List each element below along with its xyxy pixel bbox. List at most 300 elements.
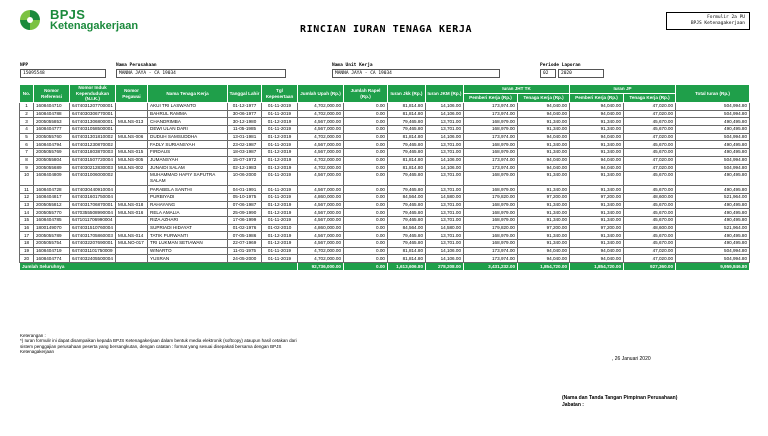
- row-employee-number: [116, 193, 148, 201]
- row-jht-employee: 94,040.00: [518, 110, 570, 118]
- header-jp-group: Iuran JP: [570, 85, 676, 94]
- row-jht-employee: 97,200.00: [518, 224, 570, 232]
- row-total: 521,964.00: [676, 193, 750, 201]
- npp-label: NPP: [20, 63, 29, 68]
- row-jht-employer: 168,979.00: [464, 232, 518, 240]
- row-jkk: 81,814.80: [388, 103, 426, 111]
- row-jp-employee: 48,600.00: [624, 224, 676, 232]
- row-employee-number: [116, 126, 148, 134]
- row-jp-employer: 97,200.00: [570, 193, 624, 201]
- row-wage: 4,860,000.00: [298, 224, 344, 232]
- row-jkm: 14,106.00: [426, 164, 464, 172]
- row-jp-employee: 45,670.00: [624, 216, 676, 224]
- row-birth-date: 17-06-1999: [228, 216, 262, 224]
- row-name: FADLY SURIANSYAH: [148, 141, 228, 149]
- row-rapel: 0.00: [344, 118, 388, 126]
- table-row: [20, 193, 750, 201]
- row-no: 7: [20, 149, 34, 157]
- header-jkk: Iuran Jkk (Rp.): [388, 85, 426, 103]
- row-jht-employer: 168,979.00: [464, 149, 518, 157]
- row-total: 490,495.80: [676, 172, 750, 186]
- row-membership-date: 01-12-2019: [262, 118, 298, 126]
- row-jht-employer: 168,979.00: [464, 126, 518, 134]
- header-rapel: Jumlah Rapel (Rp.): [344, 85, 388, 103]
- row-birth-date: 30-12-1980: [228, 118, 262, 126]
- row-no: 19: [20, 247, 34, 255]
- row-total: 490,495.80: [676, 126, 750, 134]
- row-name: RELA AMALIA: [148, 209, 228, 217]
- row-jht-employee: 91,340.00: [518, 172, 570, 186]
- row-rapel: 0.00: [344, 240, 388, 248]
- row-jht-employee: 94,040.00: [518, 255, 570, 263]
- row-jp-employee: 47,020.00: [624, 255, 676, 263]
- row-jkk: 81,814.80: [388, 164, 426, 172]
- row-birth-date: 07-05-1986: [228, 232, 262, 240]
- header-employee-number: Nomor Pegawai: [116, 85, 148, 103]
- row-jp-employer: 97,200.00: [570, 224, 624, 232]
- row-membership-date: 01-11-2019: [262, 110, 298, 118]
- npp-field: 15095548: [20, 69, 106, 78]
- row-reference: 2005055812: [34, 201, 70, 209]
- row-birth-date: 02-12-1983: [228, 164, 262, 172]
- row-membership-date: 01-11-2019: [262, 186, 298, 194]
- row-jkk: 79,465.80: [388, 118, 426, 126]
- row-no: 11: [20, 186, 34, 194]
- row-employee-number: [116, 255, 148, 263]
- row-jp-employer: 91,340.00: [570, 186, 624, 194]
- header-wage: Jumlah Upah (Rp.): [298, 85, 344, 103]
- row-jkk: 79,465.80: [388, 149, 426, 157]
- row-employee-number: MULNS-015: [116, 149, 148, 157]
- row-employee-number: MULNS-005: [116, 156, 148, 164]
- row-jp-employee: 45,670.00: [624, 186, 676, 194]
- row-name: AKUI TRI LASWANTO: [148, 103, 228, 111]
- table-row: [20, 141, 750, 149]
- row-total: 490,495.80: [676, 216, 750, 224]
- table-row: [20, 232, 750, 240]
- row-jp-employee: 45,670.00: [624, 201, 676, 209]
- row-membership-date: 01-11-2019: [262, 172, 298, 186]
- bpjs-logo: [16, 8, 138, 32]
- total-wage: 92,736,000.00: [298, 263, 344, 271]
- header-nik: Nomor Induk Kependudukan (N.I.K.): [70, 85, 116, 103]
- row-name: BAHRUL RAMMA: [148, 110, 228, 118]
- row-jht-employer: 173,974.00: [464, 156, 518, 164]
- row-reference: 2005055689: [34, 164, 70, 172]
- row-wage: 4,702,000.00: [298, 255, 344, 263]
- total-jht-employee: 1,854,720.00: [518, 263, 570, 271]
- row-total: 490,495.80: [676, 186, 750, 194]
- row-rapel: 0.00: [344, 133, 388, 141]
- row-name: SUPRIADI HIDAYAT: [148, 224, 228, 232]
- table-row: [20, 240, 750, 248]
- row-wage: 4,567,000.00: [298, 141, 344, 149]
- row-nik: 6474031207700001: [70, 103, 116, 111]
- row-membership-date: 01-11-2019: [262, 126, 298, 134]
- row-jp-employee: 45,670.00: [624, 141, 676, 149]
- row-reference: 2005055853: [34, 118, 70, 126]
- row-name: TRI LUKMAN SETIAWAN: [148, 240, 228, 248]
- row-wage: 4,567,000.00: [298, 201, 344, 209]
- row-jht-employee: 94,040.00: [518, 133, 570, 141]
- table-row: [20, 201, 750, 209]
- row-total: 504,994.80: [676, 164, 750, 172]
- row-jht-employee: 97,200.00: [518, 193, 570, 201]
- row-membership-date: 01-12-2019: [262, 149, 298, 157]
- row-employee-number: [116, 103, 148, 111]
- row-birth-date: 24-05-2000: [228, 255, 262, 263]
- row-wage: 4,567,000.00: [298, 216, 344, 224]
- row-jht-employer: 173,974.00: [464, 133, 518, 141]
- table-row: [20, 126, 750, 134]
- row-no: 14: [20, 209, 34, 217]
- row-jp-employer: 91,340.00: [570, 201, 624, 209]
- row-name: WINARTO: [148, 247, 228, 255]
- row-nik: 6474032405500004: [70, 255, 116, 263]
- table-row: [20, 255, 750, 263]
- table-row: [20, 209, 750, 217]
- row-employee-number: MULNS-002: [116, 164, 148, 172]
- row-total: 490,495.80: [676, 240, 750, 248]
- row-no: 15: [20, 216, 34, 224]
- row-reference: 2005055754: [34, 240, 70, 248]
- row-membership-date: 01-12-2019: [262, 201, 298, 209]
- row-nik: 6474031705860003: [70, 232, 116, 240]
- row-nik: 6470355508990004: [70, 209, 116, 217]
- row-reference: 2005055789: [34, 232, 70, 240]
- row-jp-employer: 94,040.00: [570, 133, 624, 141]
- document-title: RINCIAN IURAN TENAGA KERJA: [300, 24, 473, 35]
- row-jht-employer: 168,979.00: [464, 240, 518, 248]
- row-membership-date: 01-02-2010: [262, 224, 298, 232]
- table-row: [20, 247, 750, 255]
- row-total: 504,994.80: [676, 255, 750, 263]
- row-jp-employee: 47,020.00: [624, 247, 676, 255]
- row-membership-date: 01-12-2019: [262, 156, 298, 164]
- table-row: [20, 133, 750, 141]
- row-reference: 2005055760: [34, 133, 70, 141]
- row-jp-employee: 45,670.00: [624, 232, 676, 240]
- row-nik: 6474031301810002: [70, 133, 116, 141]
- row-jkk: 79,465.80: [388, 216, 426, 224]
- row-jp-employer: 94,040.00: [570, 103, 624, 111]
- row-jht-employee: 91,340.00: [518, 232, 570, 240]
- row-rapel: 0.00: [344, 141, 388, 149]
- company-name-label: Nama Perusahaan: [116, 63, 157, 68]
- row-jkm: 13,701.00: [426, 126, 464, 134]
- row-jkk: 79,465.80: [388, 201, 426, 209]
- header-jht-group: Iuran JHT TK: [464, 85, 570, 94]
- row-no: 17: [20, 232, 34, 240]
- row-no: 10: [20, 172, 34, 186]
- row-jkk: 79,465.80: [388, 126, 426, 134]
- row-no: 2: [20, 110, 34, 118]
- notes-heading: Keterangan :: [20, 333, 46, 338]
- row-reference: 1608404794: [34, 141, 70, 149]
- row-total: 504,994.80: [676, 156, 750, 164]
- row-employee-number: MULNO-017: [116, 240, 148, 248]
- row-nik: 6474030306770001: [70, 110, 116, 118]
- row-jkm: 13,701.00: [426, 240, 464, 248]
- row-employee-number: MULNS-006: [116, 133, 148, 141]
- row-no: 9: [20, 164, 34, 172]
- row-jht-employer: 179,820.00: [464, 224, 518, 232]
- row-jkk: 81,814.80: [388, 255, 426, 263]
- row-reference: 1608404719: [34, 247, 70, 255]
- row-rapel: 0.00: [344, 193, 388, 201]
- header-reference: Nomor Referensi: [34, 85, 70, 103]
- row-birth-date: 11-05-1985: [228, 126, 262, 134]
- row-name: RAHAYANG: [148, 201, 228, 209]
- row-jp-employer: 91,340.00: [570, 118, 624, 126]
- row-total: 521,964.00: [676, 224, 750, 232]
- row-jkm: 14,106.00: [426, 156, 464, 164]
- row-nik: 6474031706870001: [70, 201, 116, 209]
- row-jht-employer: 173,974.00: [464, 164, 518, 172]
- row-jht-employer: 173,974.00: [464, 110, 518, 118]
- row-reference: 1608404809: [34, 172, 70, 186]
- row-nik: 6474031006000002: [70, 172, 116, 186]
- row-membership-date: 01-11-2019: [262, 193, 298, 201]
- row-jht-employer: 173,974.00: [464, 255, 518, 263]
- row-rapel: 0.00: [344, 172, 388, 186]
- row-reference: 1608404728: [34, 186, 70, 194]
- row-wage: 4,567,000.00: [298, 232, 344, 240]
- row-reference: 2005055770: [34, 209, 70, 217]
- row-membership-date: 01-11-2019: [262, 255, 298, 263]
- row-rapel: 0.00: [344, 126, 388, 134]
- row-jp-employer: 91,340.00: [570, 126, 624, 134]
- row-membership-date: 01-12-2019: [262, 164, 298, 172]
- row-membership-date: 01-12-2019: [262, 240, 298, 248]
- row-total: 490,495.80: [676, 149, 750, 157]
- row-birth-date: 11-01-1975: [228, 247, 262, 255]
- row-jp-employee: 47,020.00: [624, 156, 676, 164]
- row-name: DUDUH SAMSUDDHA: [148, 133, 228, 141]
- row-wage: 4,702,000.00: [298, 156, 344, 164]
- row-jkm: 13,701.00: [426, 186, 464, 194]
- table-row: [20, 110, 750, 118]
- row-jp-employee: 45,670.00: [624, 126, 676, 134]
- row-rapel: 0.00: [344, 103, 388, 111]
- header-jp-employee: Tenaga Kerja (Rp.): [624, 94, 676, 103]
- row-name: CHANDRIMBA: [148, 118, 228, 126]
- contribution-table: [19, 84, 750, 271]
- row-employee-number: MULNS-018: [116, 201, 148, 209]
- row-jkk: 79,465.80: [388, 186, 426, 194]
- row-jht-employee: 91,340.00: [518, 141, 570, 149]
- row-employee-number: [116, 172, 148, 186]
- row-jht-employee: 91,340.00: [518, 201, 570, 209]
- row-name: PURBIYADI: [148, 193, 228, 201]
- row-name: RIZA AZHARI: [148, 216, 228, 224]
- row-birth-date: 22-07-1969: [228, 240, 262, 248]
- row-jp-employer: 94,040.00: [570, 110, 624, 118]
- row-jkm: 14,106.00: [426, 103, 464, 111]
- signature-block: [562, 395, 677, 409]
- row-jht-employer: 168,979.00: [464, 201, 518, 209]
- row-wage: 4,567,000.00: [298, 172, 344, 186]
- row-name: MUHAMMAD HAFIY SAPUTRA SALAM: [148, 172, 228, 186]
- row-name: FIRDAUS: [148, 149, 228, 157]
- header-jp-employer: Pemberi Kerja (Rp.): [570, 94, 624, 103]
- logo-subtitle: Ketenagakerjaan: [50, 20, 139, 32]
- row-jht-employee: 91,340.00: [518, 209, 570, 217]
- row-jp-employer: 91,340.00: [570, 172, 624, 186]
- row-total: 504,994.80: [676, 133, 750, 141]
- row-jkm: 14,580.00: [426, 193, 464, 201]
- row-jkk: 81,814.80: [388, 156, 426, 164]
- row-jkm: 14,580.00: [426, 224, 464, 232]
- row-jht-employee: 94,040.00: [518, 164, 570, 172]
- row-name: PARABELA SANTHI: [148, 186, 228, 194]
- row-reference: 1608404785: [34, 216, 70, 224]
- row-rapel: 0.00: [344, 224, 388, 232]
- row-rapel: 0.00: [344, 149, 388, 157]
- row-reference: 1608404710: [34, 103, 70, 111]
- row-wage: 4,567,000.00: [298, 118, 344, 126]
- row-total: 504,994.80: [676, 103, 750, 111]
- row-wage: 4,567,000.00: [298, 186, 344, 194]
- total-jp-employee: 927,360.00: [624, 263, 676, 271]
- row-jkm: 13,701.00: [426, 209, 464, 217]
- row-jht-employer: 168,979.00: [464, 186, 518, 194]
- row-membership-date: 01-11-2019: [262, 216, 298, 224]
- row-jht-employer: 168,979.00: [464, 118, 518, 126]
- row-jp-employee: 47,020.00: [624, 133, 676, 141]
- row-membership-date: 01-11-2019: [262, 141, 298, 149]
- row-jkk: 81,814.80: [388, 247, 426, 255]
- row-membership-date: 01-11-2019: [262, 103, 298, 111]
- row-jkm: 14,106.00: [426, 110, 464, 118]
- row-total: 490,495.80: [676, 118, 750, 126]
- row-jht-employer: 168,979.00: [464, 209, 518, 217]
- row-employee-number: MULNS-016: [116, 209, 148, 217]
- row-nik: 6474031058500001: [70, 126, 116, 134]
- row-employee-number: MULNS-014: [116, 232, 148, 240]
- row-birth-date: 18-03-1987: [228, 149, 262, 157]
- row-jp-employee: 45,670.00: [624, 149, 676, 157]
- signature-name-line: (Nama dan Tanda Tangan Pimpinan Perusahaan): [562, 395, 678, 401]
- form-code: Formulir 2a PU: [707, 15, 745, 20]
- row-jkm: 13,701.00: [426, 172, 464, 186]
- unit-name-label: Nama Unit Kerja: [332, 63, 373, 68]
- row-jht-employee: 91,340.00: [518, 240, 570, 248]
- row-wage: 4,702,000.00: [298, 164, 344, 172]
- row-rapel: 0.00: [344, 156, 388, 164]
- row-birth-date: 13-01-1981: [228, 133, 262, 141]
- row-total: 490,495.80: [676, 201, 750, 209]
- row-no: 20: [20, 255, 34, 263]
- row-jht-employer: 173,974.00: [464, 247, 518, 255]
- row-jkk: 79,465.80: [388, 240, 426, 248]
- row-birth-date: 01-02-1976: [228, 224, 262, 232]
- total-label: Jumlah Seluruhnya: [20, 263, 298, 271]
- header-membership-date: Tgl Kepesertaan: [262, 85, 298, 103]
- row-no: 16: [20, 224, 34, 232]
- row-jkk: 79,465.80: [388, 172, 426, 186]
- row-jp-employee: 47,020.00: [624, 103, 676, 111]
- row-jp-employer: 91,340.00: [570, 209, 624, 217]
- company-name-field: MANNA JAYA - CA 19034: [116, 69, 286, 78]
- row-jkm: 13,701.00: [426, 232, 464, 240]
- row-name: DEWI ULAN DARI: [148, 126, 228, 134]
- row-jkm: 14,106.00: [426, 255, 464, 263]
- row-birth-date: 30-06-1977: [228, 110, 262, 118]
- row-jht-employer: 168,979.00: [464, 216, 518, 224]
- signature-position-line: Jabatan :: [562, 402, 584, 408]
- table-row: [20, 224, 750, 232]
- row-jht-employee: 94,040.00: [518, 156, 570, 164]
- row-jp-employer: 91,340.00: [570, 216, 624, 224]
- row-rapel: 0.00: [344, 209, 388, 217]
- row-rapel: 0.00: [344, 255, 388, 263]
- row-reference: 1608404817: [34, 193, 70, 201]
- row-rapel: 0.00: [344, 216, 388, 224]
- row-wage: 4,702,000.00: [298, 110, 344, 118]
- row-jkk: 81,814.80: [388, 110, 426, 118]
- row-jkm: 13,701.00: [426, 149, 464, 157]
- row-nik: 6474031803870003: [70, 149, 116, 157]
- row-wage: 4,567,000.00: [298, 149, 344, 157]
- table-row: [20, 118, 750, 126]
- bpjs-logo-icon: [16, 8, 46, 32]
- row-jht-employee: 94,040.00: [518, 103, 570, 111]
- row-birth-date: 07-06-1987: [228, 201, 262, 209]
- row-birth-date: 04-01-1991: [228, 186, 262, 194]
- row-jp-employer: 91,340.00: [570, 240, 624, 248]
- row-jkk: 81,814.80: [388, 133, 426, 141]
- row-wage: 4,860,000.00: [298, 193, 344, 201]
- row-jp-employer: 94,040.00: [570, 247, 624, 255]
- row-jkm: 13,701.00: [426, 201, 464, 209]
- row-jht-employee: 91,340.00: [518, 186, 570, 194]
- table-row: [20, 164, 750, 172]
- row-reference: 1608404777: [34, 126, 70, 134]
- row-reference: 2005055804: [34, 156, 70, 164]
- row-jht-employee: 91,340.00: [518, 149, 570, 157]
- row-employee-number: [116, 141, 148, 149]
- total-row: [20, 263, 750, 271]
- form-issuer: BPJS Ketenagakerjaan: [690, 21, 745, 26]
- row-no: 3: [20, 118, 34, 126]
- row-employee-number: [116, 247, 148, 255]
- row-reference: 1608404774: [34, 255, 70, 263]
- row-wage: 4,567,000.00: [298, 209, 344, 217]
- period-month-field: 02: [540, 69, 556, 78]
- row-birth-date: 01-12-1977: [228, 103, 262, 111]
- row-employee-number: [116, 186, 148, 194]
- row-wage: 4,702,000.00: [298, 103, 344, 111]
- row-membership-date: 01-11-2019: [262, 247, 298, 255]
- row-no: 1: [20, 103, 34, 111]
- period-label: Periode Laporan: [540, 63, 581, 68]
- row-jkm: 13,701.00: [426, 216, 464, 224]
- row-wage: 4,567,000.00: [298, 126, 344, 134]
- row-jkk: 84,564.00: [388, 224, 426, 232]
- row-rapel: 0.00: [344, 110, 388, 118]
- row-jht-employer: 173,974.00: [464, 103, 518, 111]
- row-jkk: 79,465.80: [388, 141, 426, 149]
- row-jkk: 79,465.80: [388, 232, 426, 240]
- row-birth-date: 15-07-1972: [228, 156, 262, 164]
- row-jht-employer: 179,820.00: [464, 193, 518, 201]
- row-no: 5: [20, 133, 34, 141]
- row-birth-date: 25-09-1990: [228, 209, 262, 217]
- row-jht-employer: 168,979.00: [464, 172, 518, 186]
- table-row: [20, 103, 750, 111]
- notes: [20, 333, 300, 355]
